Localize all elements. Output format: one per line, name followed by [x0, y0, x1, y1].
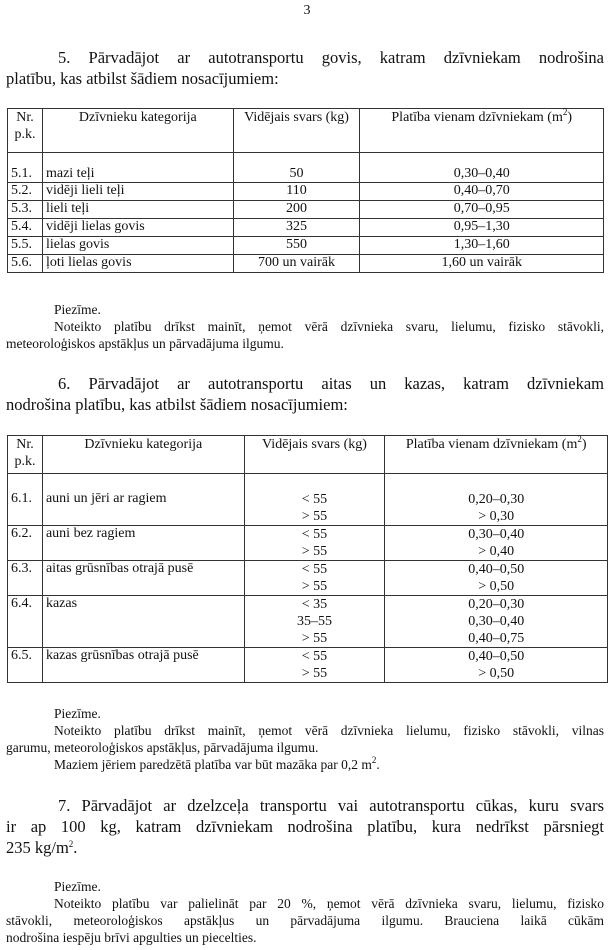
weight-value: < 35 [301, 597, 328, 612]
section5-note-line2: meteoroloģiskos apstākļus un pārvadājuma ilgumu. [6, 336, 284, 351]
table-row [8, 153, 604, 183]
section7-paragraph-line3-sup: 2 [68, 839, 74, 849]
header-area [385, 436, 608, 474]
cell-area: 0,30–0,40 [360, 153, 604, 183]
section5-paragraph-line2: platību, kas atbilst šādiem nosacījumiem: [6, 69, 279, 88]
header-area-sup: 2 [577, 434, 582, 444]
table-header-row [8, 436, 608, 474]
cell-weight: 110 [233, 183, 360, 201]
cell-nr: 5.5. [8, 237, 43, 255]
weight-value: > 55 [301, 544, 328, 559]
weight-value: > 55 [301, 579, 328, 594]
header-category: Dzīvnieku kategorija [42, 436, 244, 474]
cell-category: lieli teļi [42, 201, 233, 219]
cell-category: ļoti lielas govis [42, 255, 233, 273]
section7-paragraph-line3-end: . [73, 838, 78, 857]
section7-note-line3: nodrošina iespēju brīvi apgulties un piecelties. [6, 930, 257, 945]
area-value: 0,20–0,30 [468, 492, 525, 507]
header-area-close: ) [581, 437, 587, 452]
area-value: > 0,40 [478, 544, 515, 559]
table-row [8, 561, 608, 596]
cell-area: 1,30–1,60 [360, 237, 604, 255]
cell-nr: 6.1. [8, 474, 43, 526]
section7-paragraph-line1: 7. Pārvadājot ar dzelzceļa transportu vai autotransportu cūkas, kuru svars [58, 796, 604, 815]
cell-category: lielas govis [42, 237, 233, 255]
cell-weight: 550 [233, 237, 360, 255]
area-value: 0,40–0,75 [468, 631, 525, 646]
cell-weights [244, 526, 385, 561]
cell-area: 1,60 un vairāk [360, 255, 604, 273]
section7-paragraph [6, 795, 604, 858]
cell-nr: 5.1. [8, 153, 43, 183]
cell-areas [385, 474, 608, 526]
section7-note-line1: Noteikto platību var palielināt par 20 %, ņemot vērā dzīvnieka svaru, lielumu, fizisko [54, 896, 604, 911]
section6-paragraph [6, 373, 604, 415]
table-row [8, 183, 604, 201]
header-nr: Nr. p.k. [8, 436, 43, 474]
cell-category: kazas grūsnības otrajā pusē [42, 648, 244, 683]
cell-nr: 6.3. [8, 561, 43, 596]
section7-paragraph-line3 [6, 838, 77, 857]
section5-note [6, 301, 604, 352]
weight-value: < 55 [301, 562, 328, 577]
section7-note-title: Piezīme. [54, 879, 101, 894]
section6-note-line1: Noteikto platību drīkst mainīt, ņemot vērā dzīvnieka lielumu, fizisko stāvokli, vilnas [54, 723, 604, 738]
table-row [8, 219, 604, 237]
cell-nr: 6.5. [8, 648, 43, 683]
area-value: 0,40–0,50 [468, 562, 525, 577]
cell-category: vidēji lielas govis [42, 219, 233, 237]
header-area-close: ) [567, 110, 573, 125]
cell-areas [385, 596, 608, 648]
header-weight: Vidējais svars (kg) [244, 436, 385, 474]
section6-note-text2 [6, 756, 604, 773]
section5-paragraph-line1: 5. Pārvadājot ar autotransportu govis, katram dzīvniekam nodrošina [58, 48, 604, 67]
section7-paragraph-line3-main: 235 kg/m [6, 838, 69, 857]
area-value: > 0,50 [478, 579, 515, 594]
section5-note-line1: Noteikto platību drīkst mainīt, ņemot vērā dzīvnieka svaru, lielumu, fizisko stāvokli, [54, 319, 604, 334]
area-value: 0,30–0,40 [468, 527, 525, 542]
table-row [8, 596, 608, 648]
section6-note-text2-end: . [376, 757, 380, 772]
table-row [8, 255, 604, 273]
weight-value: > 55 [301, 666, 328, 681]
page-number: 3 [303, 3, 311, 18]
header-category: Dzīvnieku kategorija [42, 109, 233, 153]
header-area [360, 109, 604, 153]
section6-note-text2-sup: 2 [371, 755, 377, 765]
cell-weight: 700 un vairāk [233, 255, 360, 273]
area-value: 0,30–0,40 [468, 614, 525, 629]
header-area-text: Platība vienam dzīvniekam (m [391, 110, 563, 125]
cell-category: auni bez ragiem [42, 526, 244, 561]
area-value: > 0,50 [478, 666, 515, 681]
section6-note [6, 705, 604, 773]
section7-paragraph-line2: ir ap 100 kg, katram dzīvniekam nodrošina platību, kura nedrīkst pārsniegt [6, 817, 604, 836]
table-row [8, 526, 608, 561]
section6-note-line2: garumu, meteoroloģiskos apstākļus, pārvadājuma ilgumu. [6, 740, 319, 755]
cell-nr: 5.4. [8, 219, 43, 237]
cell-area: 0,40–0,70 [360, 183, 604, 201]
cell-nr: 6.2. [8, 526, 43, 561]
section6-paragraph-line1: 6. Pārvadājot ar autotransportu aitas un kazas, katram dzīvniekam [58, 374, 604, 393]
section7-note-line2: stāvokli, meteoroloģiskos apstākļus un pārvadājuma ilgumu. Brauciena laikā cūkām [6, 913, 604, 928]
section5-paragraph [6, 47, 604, 89]
section6-paragraph-line2: nodrošina platību, kas atbilst šādiem nosacījumiem: [6, 395, 348, 414]
cell-category: auni un jēri ar ragiem [42, 474, 244, 526]
table-row [8, 648, 608, 683]
cell-category: kazas [42, 596, 244, 648]
cell-nr: 5.2. [8, 183, 43, 201]
cell-area: 0,70–0,95 [360, 201, 604, 219]
header-area-text: Platība vienam dzīvniekam (m [405, 437, 578, 452]
area-value: > 0,30 [478, 509, 515, 524]
cell-category: aitas grūsnības otrajā pusē [42, 561, 244, 596]
cell-weight: 50 [233, 153, 360, 183]
cell-area: 0,95–1,30 [360, 219, 604, 237]
weight-value: < 55 [301, 492, 328, 507]
section7-note [6, 878, 604, 946]
area-value: 0,20–0,30 [468, 597, 525, 612]
cell-nr: 5.6. [8, 255, 43, 273]
header-nr: Nr. p.k. [8, 109, 43, 153]
table-row [8, 474, 608, 526]
cell-weights [244, 474, 385, 526]
area-value: 0,40–0,50 [468, 649, 525, 664]
section5-note-title: Piezīme. [54, 302, 101, 317]
cell-nr: 6.4. [8, 596, 43, 648]
cell-weights [244, 648, 385, 683]
cell-weight: 200 [233, 201, 360, 219]
cattle-area-table [7, 108, 604, 273]
section6-note-text2-main: Maziem jēriem paredzētā platība var būt mazāka par 0,2 m [54, 757, 372, 772]
sheep-goat-area-table [7, 435, 608, 683]
cell-weights [244, 596, 385, 648]
cell-areas [385, 561, 608, 596]
cell-nr: 5.3. [8, 201, 43, 219]
table-row [8, 201, 604, 219]
cell-areas [385, 648, 608, 683]
section6-note-title: Piezīme. [54, 706, 101, 721]
weight-value: < 55 [301, 649, 328, 664]
weight-value: > 55 [301, 631, 328, 646]
header-weight: Vidējais svars (kg) [233, 109, 360, 153]
weight-value: > 55 [301, 509, 328, 524]
cell-category: vidēji lieli teļi [42, 183, 233, 201]
cell-category: mazi teļi [42, 153, 233, 183]
cell-areas [385, 526, 608, 561]
header-area-sup: 2 [562, 107, 568, 117]
table-header-row [8, 109, 604, 153]
weight-value: < 55 [301, 527, 328, 542]
table-row [8, 237, 604, 255]
cell-weights [244, 561, 385, 596]
weight-value: 35–55 [296, 614, 332, 629]
cell-weight: 325 [233, 219, 360, 237]
